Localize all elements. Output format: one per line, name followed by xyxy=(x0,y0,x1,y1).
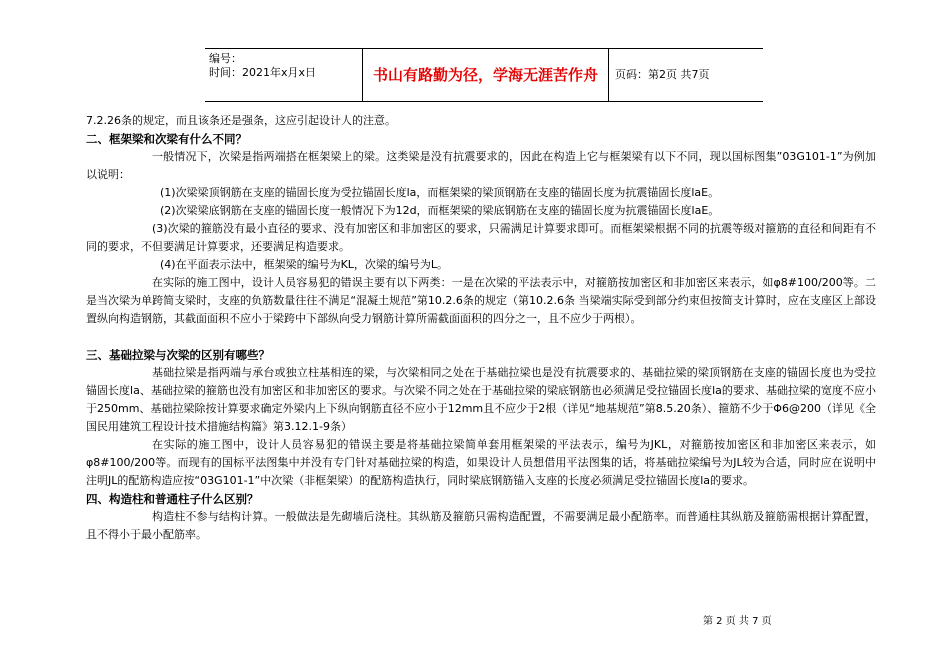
spacer xyxy=(86,328,876,346)
lead-paragraph: 7.2.26条的规定，而且该条还是强条，这应引起设计人的注意。 xyxy=(86,114,396,127)
paragraph: 构造柱不参与结构计算。一般做法是先砌墙后浇柱。其纵筋及箍筋只需构造配置，不需要满足最小配筋率。而普通柱其纵筋及箍筋需根据计算配置，且不得小于最小配筋率。 xyxy=(86,510,876,541)
paragraph: 基础拉梁是指两端与承台或独立柱基相连的梁，与次梁相同之处在于基础拉梁也是没有抗震要求的、基础拉梁的梁顶钢筋在支座的锚固长度也为受拉锚固长度la、基础拉梁的箍筋也没有加密区和非加密区的要求。与次梁不同之处在于基础拉梁的梁底钢筋也必须满足受拉锚固长度la的要求、基础拉梁的宽度不应小于250mm、基础拉梁除按计算要求确定外梁内上下纵向钢筋直径不应小于12mm且不应少于2根（详见“地基规范”第8.5.20条）、箍筋不少于Φ6@200（详见《全国民用建筑工程设计技术措施结构篇》第3.12.1-9条） xyxy=(86,366,876,433)
list-item: (2)次梁梁底钢筋在支座的锚固长度一般情况下为12d，而框架梁的梁底钢筋在支座的锚固长度为抗震锚固长度laE。 xyxy=(160,204,720,217)
document-body xyxy=(86,112,876,544)
number-label: 编号： xyxy=(209,52,242,65)
section-heading-3: 三、基础拉梁与次梁的区别有哪些？ xyxy=(86,348,270,362)
header-page-info: 页码：第2页 共7页 xyxy=(615,68,710,81)
paragraph: 在实际的施工图中，设计人员容易犯的错误主要有以下两类：一是在次梁的平法表示中，对箍筋按加密区和非加密区来表示，如φ8#100/200等。二是当次梁为单跨简支梁时，支座的负筋数量往往不满足“混凝土规范”第10.2.6条的规定（第10.2.6条 当梁端实际受到部分约束但按简支计算时，应在支座区上部设置纵向构造钢筋，其截面面积不应小于梁跨中下部纵向受力钢筋计算所需截面面积的四分之一，且不应少于两根）。 xyxy=(86,276,876,325)
page-footer: 第 2 页 共 7 页 xyxy=(703,616,772,627)
header-divider xyxy=(608,49,609,101)
paragraph: 在实际的施工图中，设计人员容易犯的错误主要是将基础拉梁简单套用框架梁的平法表示，编号为JKL，对箍筋按加密区和非加密区来表示，如φ8#100/200等。而现有的国标平法图集中并没有专门针对基础拉梁的构造，如果设计人员想借用平法图集的话，将基础拉梁编号为JL较为合适，同时应在说明中注明JL的配筋构造应按“03G101-1”中次梁（非框架梁）的配筋构造执行，同时梁底钢筋锚入支座的长度必须满足受拉锚固长度la的要求。 xyxy=(86,438,876,487)
list-item: (1)次梁梁顶钢筋在支座的锚固长度为受拉锚固长度la，而框架梁的梁顶钢筋在支座的锚固长度为抗震锚固长度laE。 xyxy=(160,186,720,199)
list-item: (3)次梁的箍筋没有最小直径的要求、没有加密区和非加密区的要求，只需满足计算要求即可。而框架梁根据不同的抗震等级对箍筋的直径和间距有不同的要求，不但要满足计算要求，还要满足构造要求。 xyxy=(86,222,876,253)
list-item: (4)在平面表示法中，框架梁的编号为KL，次梁的编号为L。 xyxy=(160,258,449,271)
section-heading-4: 四、构造柱和普通柱子什么区别？ xyxy=(86,492,259,506)
time-label: 时间：2021年x月x日 xyxy=(209,66,317,79)
paragraph: 一般情况下，次梁是指两端搭在框架梁上的梁。这类梁是没有抗震要求的，因此在构造上它与框架梁有以下不同，现以国标图集”03G101-1”为例加以说明： xyxy=(86,150,876,181)
motto-text: 书山有路勤为径，学海无涯苦作舟 xyxy=(372,66,598,84)
page-header xyxy=(205,48,763,102)
section-heading-2: 二、框架梁和次梁有什么不同？ xyxy=(86,132,247,146)
